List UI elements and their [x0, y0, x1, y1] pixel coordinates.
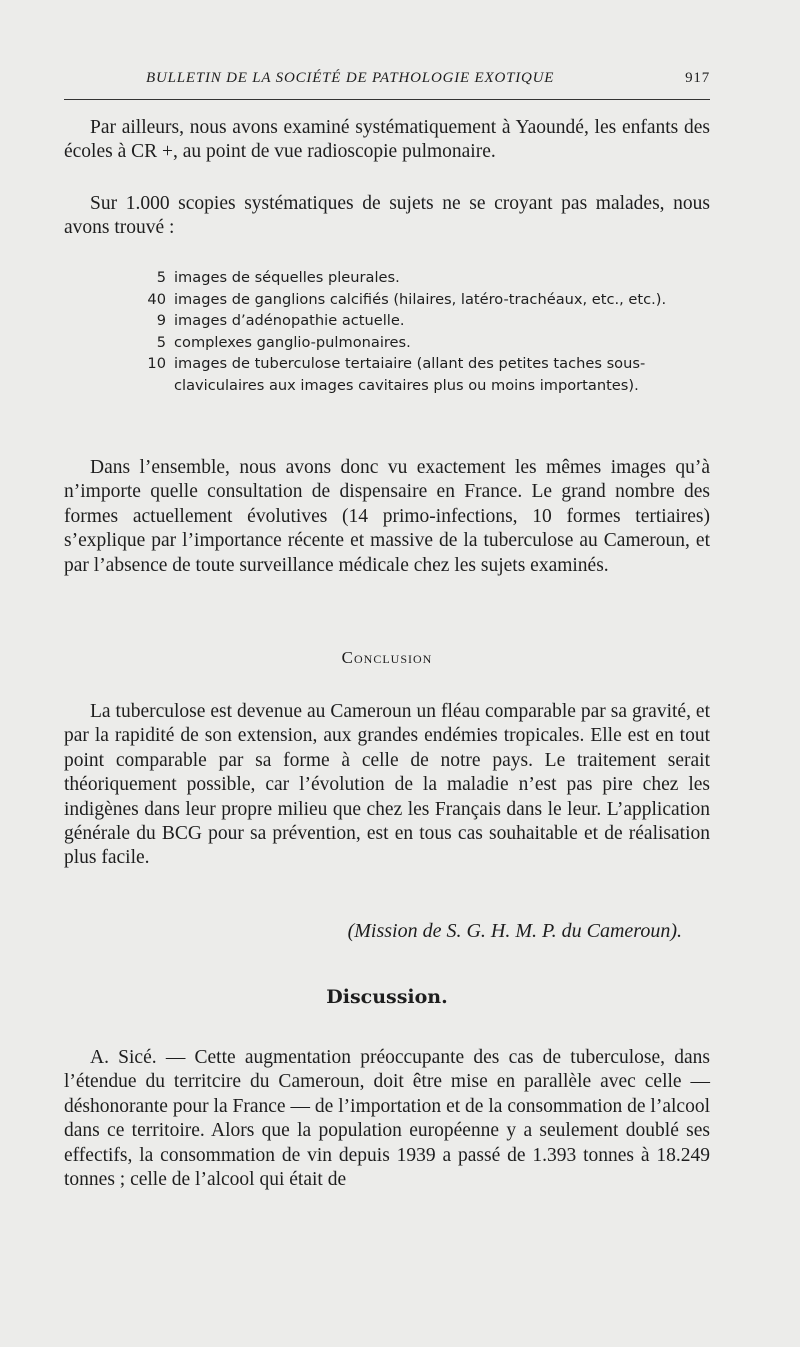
header-rule [64, 99, 710, 100]
journal-title: BULLETIN DE LA SOCIÉTÉ DE PATHOLOGIE EXOTIQUE [146, 70, 555, 86]
paragraph-conclusion: La tuberculose est devenue au Cameroun un fléau comparable par sa gravité, et par la rapidité de son extension, aux grandes endémies tropicales. Elle est en tout point comparable par sa forme à celle de notre pays. Le traitement serait théoriquement possible, car l’évolution de la maladie n’est pas pire chez les indigènes dans leur propre milieu que chez les Français dans le leur. L’application générale du BCG pour sa prévention, est en tous cas souhaitable et de réalisation plus facile. [64, 701, 710, 869]
paragraph-scopies: Sur 1.000 scopies systématiques de sujets ne se croyant pas malades, nous avons trouvé : [64, 193, 710, 239]
paragraph-school-survey: Par ailleurs, nous avons examiné systématiquement à Yaoundé, les enfants des écoles à CR +, au point de vue radioscopie pulmonaire. [64, 117, 710, 163]
list-item: 10 images de tuberculose tertaiaire (allant des petites taches sous-claviculaires aux images cavitaires plus ou moins importantes). [147, 355, 646, 394]
signature: (Mission de S. G. H. M. P. du Cameroun). [347, 920, 682, 942]
paragraph-discussion: A. Sicé. — Cette augmentation préoccupante des cas de tuberculose, dans l’étendue du territcire du Cameroun, doit être mise en parallèle avec celle — déshonorante pour la France — de l’importation et de la consommation de l’alcool dans ce territoire. Alors que la population européenne y a seulement doublé ses effectifs, la consommation de vin depuis 1939 a passé de 1.393 tonnes à 18.249 tonnes ; celle de l’alcool qui était de [64, 1047, 710, 1191]
list-item: 40 images de ganglions calcifiés (hilaires, latéro-trachéaux, etc., etc.). [147, 290, 667, 308]
list-item: 5 images de séquelles pleurales. [156, 269, 400, 286]
discussion-heading: Discussion. [326, 986, 448, 1008]
page-number: 917 [685, 70, 710, 86]
findings-list [147, 267, 706, 397]
conclusion-heading: Conclusion [341, 648, 433, 667]
paragraph-overall: Dans l’ensemble, nous avons donc vu exactement les mêmes images qu’à n’importe quelle consultation de dispensaire en France. Le grand nombre des formes actuellement évolutives (14 primo-infections, 10 formes tertiaires) s’explique par l’importance récente et massive de la tuberculose au Cameroun, et par l’absence de toute surveillance médicale chez les sujets examinés. [64, 457, 710, 576]
list-item: 9 images d’adénopathie actuelle. [156, 312, 405, 330]
list-item: 5 complexes ganglio-pulmonaires. [156, 333, 411, 351]
